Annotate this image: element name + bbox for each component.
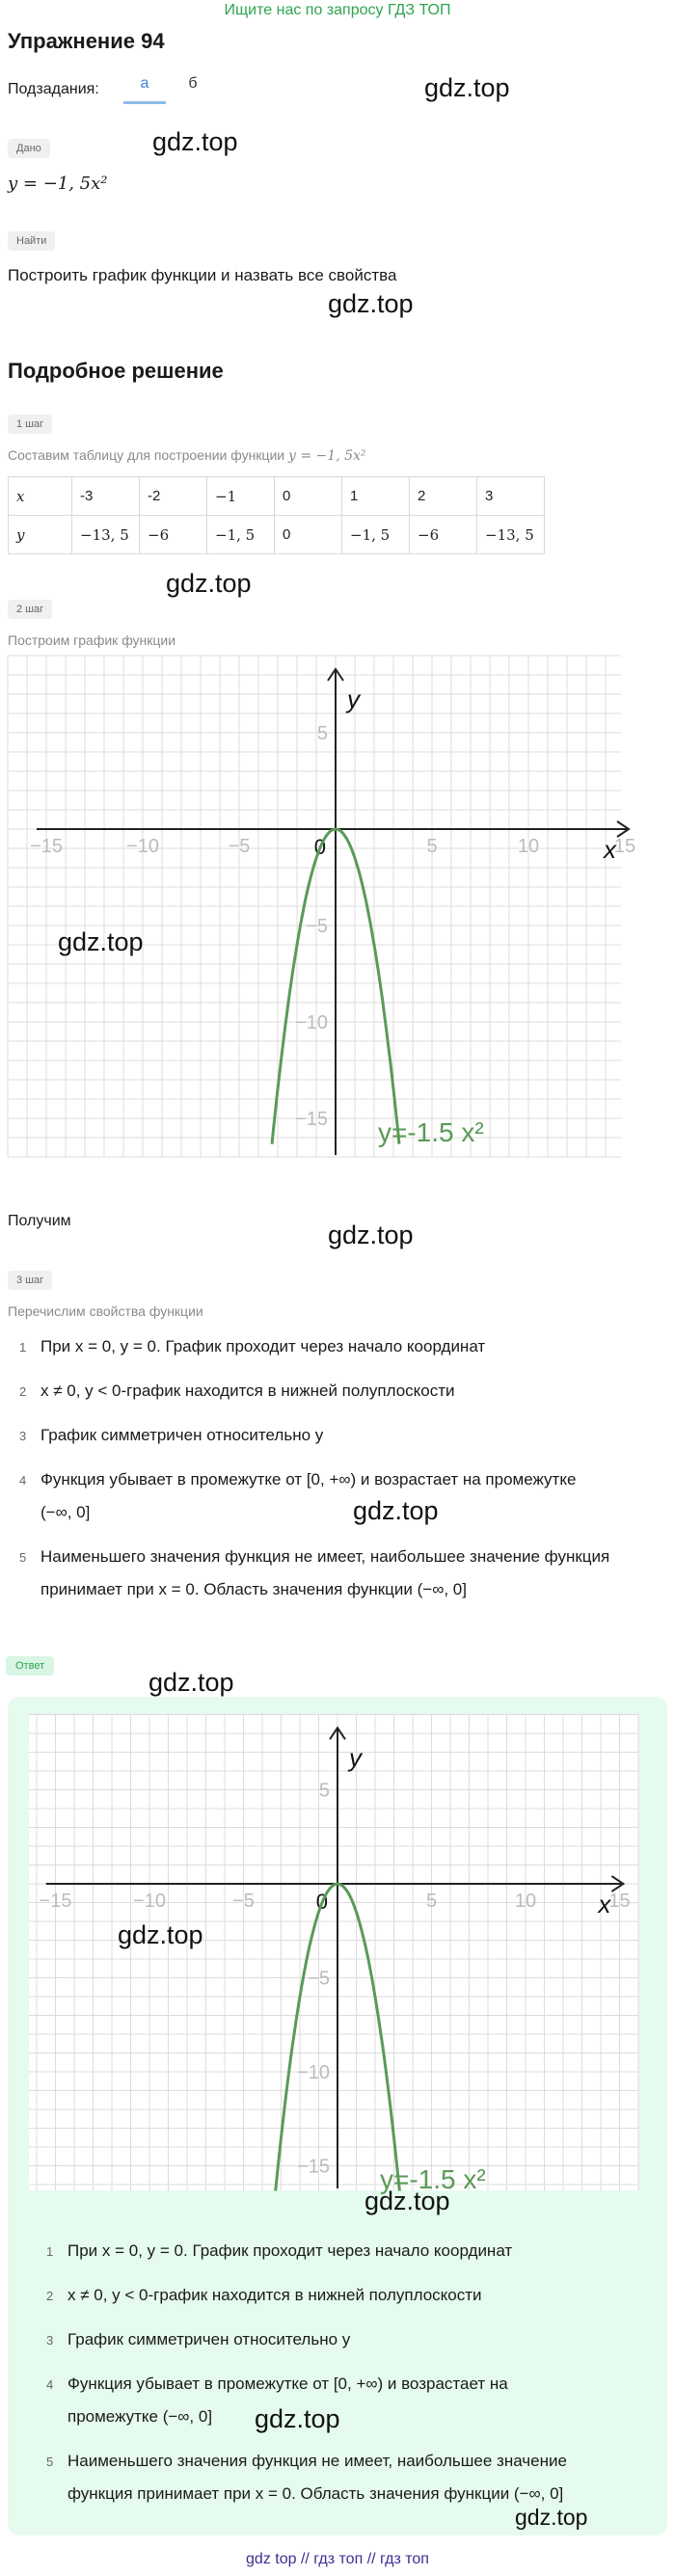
- x-tick-label: −5: [228, 836, 251, 857]
- property-number: 5: [46, 2455, 54, 2469]
- table-cell: 3: [477, 477, 545, 516]
- property-text: принимает при x = 0. Область значения функции (−∞, 0]: [40, 1580, 467, 1598]
- step3-chip: 3 шаг: [8, 1271, 52, 1290]
- table-cell: −6: [140, 516, 207, 554]
- table-cell: −13, 5: [477, 516, 545, 554]
- step2-text: Построим график функции: [8, 632, 176, 648]
- y-tick-label: −15: [295, 1109, 328, 1130]
- given-chip: Дано: [8, 139, 50, 158]
- property-number: 4: [19, 1473, 27, 1488]
- property-number: 3: [19, 1429, 27, 1443]
- step1-formula: y = −1, 5x²: [288, 448, 366, 464]
- values-table: [8, 476, 545, 554]
- watermark: gdz.top: [424, 73, 510, 102]
- watermark: gdz.top: [152, 127, 238, 156]
- table-cell: 0: [275, 477, 342, 516]
- x-tick-label: 15: [608, 1891, 631, 1912]
- footer-links: gdz top // гдз топ // гдз топ: [246, 2551, 429, 2567]
- table-cell: 1: [342, 477, 410, 516]
- top-banner: Ищите нас по запросу ГДЗ ТОП: [224, 2, 451, 18]
- y-tick-label: −15: [297, 2156, 330, 2178]
- watermark: gdz.top: [148, 1668, 234, 1697]
- step1-text: [8, 447, 366, 464]
- find-text: Построить график функции и назвать все свойства: [8, 266, 397, 284]
- y-tick-label: −5: [308, 1968, 330, 1990]
- y-tick-label: 5: [318, 1780, 330, 1802]
- property-text: x ≠ 0, y < 0-график находится в нижней полуплоскости: [68, 2286, 482, 2304]
- table-row-y: [9, 516, 545, 554]
- step2-chip: 2 шаг: [8, 600, 52, 619]
- watermark: gdz.top: [58, 927, 144, 956]
- property-text: Наименьшего значения функция не имеет, наибольшее значение: [68, 2452, 567, 2470]
- x-tick-label: 5: [425, 1891, 438, 1912]
- x-tick-label: 10: [517, 836, 540, 857]
- property-text: (−∞, 0]: [40, 1503, 91, 1521]
- property-text: При x = 0, y = 0. График проходит через начало координат: [68, 2241, 513, 2260]
- solution-title: Подробное решение: [8, 359, 224, 383]
- property-text: Функция убывает в промежутке от [0, +∞) и возрастает на: [68, 2375, 508, 2393]
- x-axis-label: x: [598, 1890, 611, 1919]
- step3-text: Перечислим свойства функции: [8, 1303, 203, 1319]
- property-text: График симметричен относительно y: [40, 1426, 324, 1444]
- x-tick-label: −10: [126, 836, 159, 857]
- x-axis-label: x: [604, 835, 616, 864]
- table-cell: −6: [410, 516, 477, 554]
- property-number: 2: [19, 1384, 27, 1399]
- table-row-x: [9, 477, 545, 516]
- property-text: При x = 0, y = 0. График проходит через начало координат: [40, 1337, 486, 1355]
- watermark: gdz.top: [118, 1920, 203, 1949]
- property-text: промежутке (−∞, 0]: [68, 2407, 213, 2426]
- watermark: gdz.top: [515, 2505, 588, 2530]
- table-cell: x: [9, 477, 72, 516]
- result-label: Получим: [8, 1213, 71, 1229]
- answer-chip: Ответ: [6, 1656, 54, 1676]
- subtasks-label: Подзадания:: [8, 81, 99, 97]
- x-tick-label: −5: [232, 1891, 255, 1912]
- property-text: функция принимает при x = 0. Область значения функции (−∞, 0]: [68, 2484, 564, 2503]
- tab-a[interactable]: а: [123, 69, 166, 104]
- property-number: 4: [46, 2377, 54, 2392]
- origin-label: 0: [315, 1890, 328, 1914]
- y-tick-label: 5: [316, 723, 328, 744]
- function-label: y=-1.5 x²: [378, 1117, 484, 1147]
- property-text: График симметричен относительно y: [68, 2330, 351, 2348]
- table-cell: y: [9, 516, 72, 554]
- y-tick-label: −10: [295, 1012, 328, 1033]
- y-tick-label: −5: [306, 916, 328, 937]
- watermark: gdz.top: [328, 289, 414, 318]
- find-chip: Найти: [8, 231, 55, 251]
- property-number: 5: [19, 1550, 27, 1565]
- table-cell: −1, 5: [207, 516, 275, 554]
- table-cell: 2: [410, 477, 477, 516]
- table-cell: −13, 5: [72, 516, 140, 554]
- function-graph: [8, 656, 636, 1157]
- x-tick-label: 15: [613, 836, 636, 857]
- property-number: 1: [19, 1340, 27, 1355]
- property-text: Наименьшего значения функция не имеет, наибольшее значение функция: [40, 1547, 610, 1566]
- graph-background: [29, 1714, 638, 2190]
- table-cell: −1: [207, 477, 275, 516]
- watermark: gdz.top: [364, 2187, 450, 2215]
- step1-text-label: Составим таблицу для построении функции: [8, 447, 285, 463]
- property-number: 1: [46, 2244, 54, 2259]
- step1-chip: 1 шаг: [8, 415, 52, 434]
- table-cell: −1, 5: [342, 516, 410, 554]
- x-tick-label: −15: [30, 836, 63, 857]
- answer-function-graph: [29, 1714, 638, 2194]
- table-cell: 0: [275, 516, 342, 554]
- table-cell: -2: [140, 477, 207, 516]
- page-title: Упражнение 94: [8, 29, 165, 53]
- y-tick-label: −10: [297, 2062, 330, 2083]
- y-axis-label: y: [347, 684, 360, 713]
- watermark: gdz.top: [328, 1221, 414, 1249]
- property-text: Функция убывает в промежутке от [0, +∞) и возрастает на промежутке: [40, 1470, 577, 1489]
- watermark: gdz.top: [166, 569, 252, 598]
- y-axis-label: y: [349, 1743, 362, 1773]
- property-text: x ≠ 0, y < 0-график находится в нижней полуплоскости: [40, 1382, 455, 1400]
- property-number: 2: [46, 2289, 54, 2303]
- watermark: gdz.top: [353, 1496, 439, 1525]
- origin-label: 0: [313, 835, 326, 859]
- x-tick-label: 5: [426, 836, 438, 857]
- tab-b[interactable]: б: [188, 75, 198, 92]
- x-tick-label: −15: [39, 1891, 72, 1912]
- property-number: 3: [46, 2333, 54, 2348]
- x-tick-label: 10: [514, 1891, 537, 1912]
- table-cell: -3: [72, 477, 140, 516]
- function-label: y=-1.5 x²: [380, 2163, 486, 2194]
- given-formula: y = −1, 5x²: [8, 174, 108, 194]
- watermark: gdz.top: [255, 2404, 340, 2433]
- x-tick-label: −10: [133, 1891, 166, 1912]
